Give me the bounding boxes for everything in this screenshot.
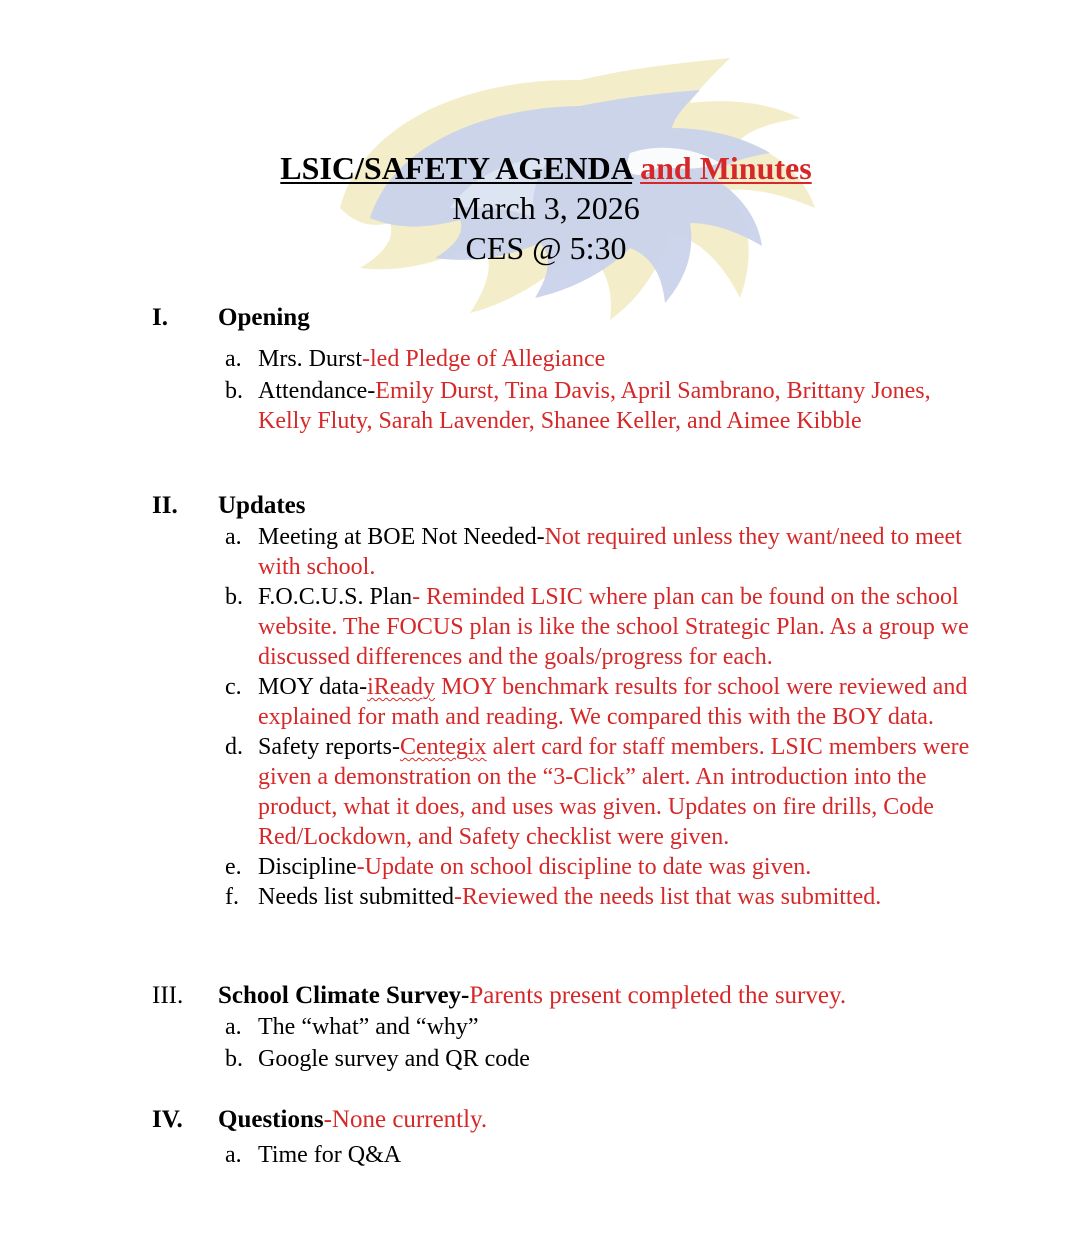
meeting-date: March 3, 2026 (452, 190, 640, 226)
item-letter: c. (225, 674, 242, 700)
item-label: Safety reports- (258, 734, 400, 760)
list-item (0, 672, 1092, 732)
section-questions (0, 1104, 1092, 1170)
item-note: -Update on school discipline to date was given. (356, 854, 812, 880)
list-item (0, 852, 1092, 882)
item-label: Time for Q&A (258, 1142, 402, 1168)
item-letter: b. (225, 378, 243, 404)
document-header (0, 148, 1092, 268)
section-numeral: II. (152, 492, 178, 519)
list-item (0, 1044, 1092, 1074)
agenda-title-minutes: and Minutes (640, 150, 812, 186)
section-title (218, 980, 846, 1012)
item-letter: b. (225, 1046, 243, 1072)
item-note: - Reminded LSIC where plan can be found on the school website. The FOCUS plan is like the school Strategic Plan. As a group we discussed differences and the goals/progress for each. (258, 584, 969, 670)
section-numeral: III. (152, 982, 184, 1009)
section-label: Updates (218, 492, 306, 519)
item-letter: e. (225, 854, 242, 880)
list-item (0, 376, 1092, 436)
section-updates (0, 490, 1092, 912)
item-note: Not required unless they want/need to meet with school. (258, 524, 962, 580)
item-label: Mrs. Durst (258, 346, 363, 372)
section-item-list (0, 1012, 1092, 1074)
section-heading (0, 490, 1092, 522)
list-item (0, 882, 1092, 912)
section-item-list (0, 344, 1092, 436)
item-label: The “what” and “why” (258, 1014, 479, 1040)
section-opening (0, 302, 1092, 436)
section-heading (0, 1104, 1092, 1136)
item-note: -led Pledge of Allegiance (362, 346, 606, 372)
section-label: School Climate Survey- (218, 982, 470, 1009)
item-letter: b. (225, 584, 243, 610)
agenda-title-main: LSIC/SAFETY AGENDA (280, 150, 633, 186)
list-item (0, 522, 1092, 582)
item-letter: d. (225, 734, 243, 760)
item-letter: a. (225, 1142, 242, 1168)
list-item (0, 1012, 1092, 1042)
section-item-list (0, 1140, 1092, 1170)
section-note: -None currently. (323, 1106, 488, 1133)
spellcheck-word: Centegix (399, 734, 487, 760)
section-numeral: I. (152, 304, 168, 331)
item-note: Emily Durst, Tina Davis, April Sambrano, Brittany Jones, Kelly Fluty, Sarah Lavender, Shanee Keller, and Aimee Kibble (258, 378, 931, 434)
section-title (218, 302, 310, 334)
item-label: MOY data- (258, 674, 368, 700)
list-item (0, 582, 1092, 672)
item-label: Needs list submitted (258, 884, 454, 910)
item-note: alert card for staff members. LSIC members were given a demonstration on the “3-Click” alert. An introduction into the product, what it does, and uses was given. Updates on fire drills, Code Red/Lockdown, and Safety checklist were given. (258, 734, 970, 850)
section-numeral: IV. (152, 1106, 183, 1133)
item-letter: f. (225, 884, 239, 910)
spellcheck-word: iReady (367, 674, 436, 700)
item-label: Attendance- (258, 378, 376, 404)
section-label: Opening (218, 304, 310, 331)
section-item-list (0, 522, 1092, 912)
item-label: Google survey and QR code (258, 1046, 530, 1072)
section-title (218, 490, 306, 522)
list-item (0, 1140, 1092, 1170)
section-heading (0, 980, 1092, 1012)
item-label: F.O.C.U.S. Plan (258, 584, 413, 610)
item-note: -Reviewed the needs list that was submitted. (453, 884, 882, 910)
section-note: Parents present completed the survey. (469, 982, 847, 1009)
meeting-location-time: CES @ 5:30 (465, 230, 627, 266)
item-letter: a. (225, 1014, 242, 1040)
list-item (0, 344, 1092, 374)
item-label: Meeting at BOE Not Needed- (258, 524, 545, 550)
item-label: Discipline (258, 854, 357, 880)
item-letter: a. (225, 346, 242, 372)
item-note: MOY benchmark results for school were reviewed and explained for math and reading. We compared this with the BOY data. (258, 674, 968, 730)
section-label: Questions (218, 1106, 324, 1133)
item-letter: a. (225, 524, 242, 550)
section-heading (0, 302, 1092, 334)
agenda-title (0, 148, 1092, 188)
section-climate-survey (0, 980, 1092, 1074)
list-item (0, 732, 1092, 852)
section-title (218, 1104, 487, 1136)
